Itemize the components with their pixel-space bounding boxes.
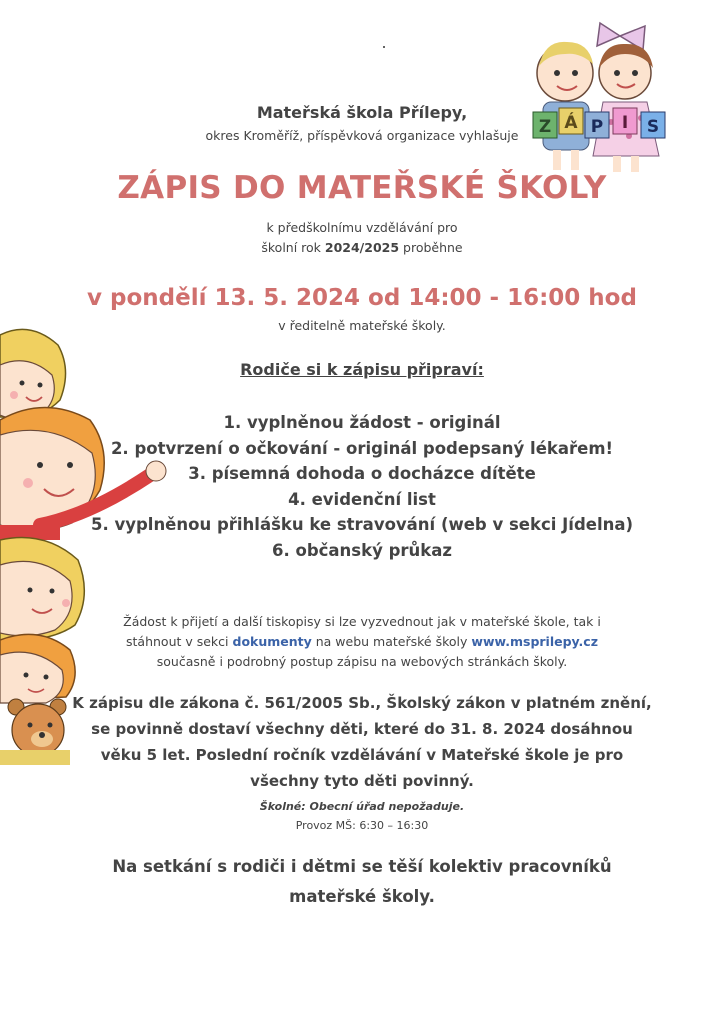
organization-line: okres Kroměříž, příspěvková organizace vyhlašuje <box>205 128 519 143</box>
list-item: 1. vyplněnou žádost - originál <box>223 413 501 432</box>
info-line-2 <box>0 632 724 652</box>
documents-link[interactable]: dokumenty <box>232 634 312 649</box>
list-item: 2. potvrzení o očkování - originál podepsaný lékařem! <box>110 438 614 458</box>
subtitle-suffix: proběhne <box>399 240 463 255</box>
law-line: se povinně dostaví všechny děti, které do 31. 8. 2024 dosáhnou <box>91 720 633 738</box>
closing-line: mateřské školy. <box>289 887 435 906</box>
subtitle-line-1: k předškolnímu vzdělávání pro <box>266 220 458 235</box>
forms-info <box>0 612 724 672</box>
list-item: 3. písemná dohoda o docházce dítěte <box>188 464 536 483</box>
kids-with-letters-illustration <box>525 18 695 178</box>
block-letter-z: Z <box>538 117 552 137</box>
fee-note: Školné: Obecní úřad nepožaduje. <box>259 800 465 813</box>
list-item: 4. evidenční list <box>288 489 436 509</box>
prepare-list <box>0 410 724 563</box>
school-name: Mateřská škola Přílepy, <box>256 103 468 122</box>
info-line-1: Žádost k přijetí a další tiskopisy si lze vyzvednout jak v mateřské škole, tak i <box>123 614 601 629</box>
enrollment-place: v ředitelně mateřské školy. <box>278 318 446 333</box>
block-letter-i: I <box>621 113 629 133</box>
website-link[interactable]: www.msprilepy.cz <box>471 634 598 649</box>
info-line-3: současně i podrobný postup zápisu na webových stránkách školy. <box>156 654 568 669</box>
closing-message <box>0 852 724 912</box>
law-line: K zápisu dle zákona č. 561/2005 Sb., Školský zákon v platném znění, <box>72 694 652 712</box>
law-notice <box>0 690 724 794</box>
info-prefix: stáhnout v sekci <box>126 634 233 649</box>
subtitle-line-2 <box>0 240 724 255</box>
law-line: věku 5 let. Poslední ročník vzdělávání v Mateřské škole je pro <box>100 746 624 764</box>
closing-line: Na setkání s rodiči i dětmi se těší kolektiv pracovníků <box>112 857 612 876</box>
block-letter-s: S <box>646 117 660 137</box>
block-letter-a: Á <box>564 113 578 133</box>
block-letter-p: P <box>590 117 604 137</box>
poster-title: ZÁPIS DO MATEŘSKÉ ŠKOLY <box>117 170 607 206</box>
list-item: 6. občanský průkaz <box>271 540 452 560</box>
opening-hours: Provoz MŠ: 6:30 – 16:30 <box>295 819 429 832</box>
info-middle: na webu mateřské školy <box>311 634 472 649</box>
enrollment-date: v pondělí 13. 5. 2024 od 14:00 - 16:00 hod <box>87 285 637 311</box>
scan-speck <box>383 46 385 48</box>
school-year: 2024/2025 <box>324 240 400 255</box>
list-item: 5. vyplněnou přihlášku ke stravování (web v sekci Jídelna) <box>90 515 634 534</box>
prepare-heading: Rodiče si k zápisu připraví: <box>240 360 484 379</box>
subtitle-prefix: školní rok <box>261 240 325 255</box>
law-line: všechny tyto děti povinný. <box>250 772 474 790</box>
